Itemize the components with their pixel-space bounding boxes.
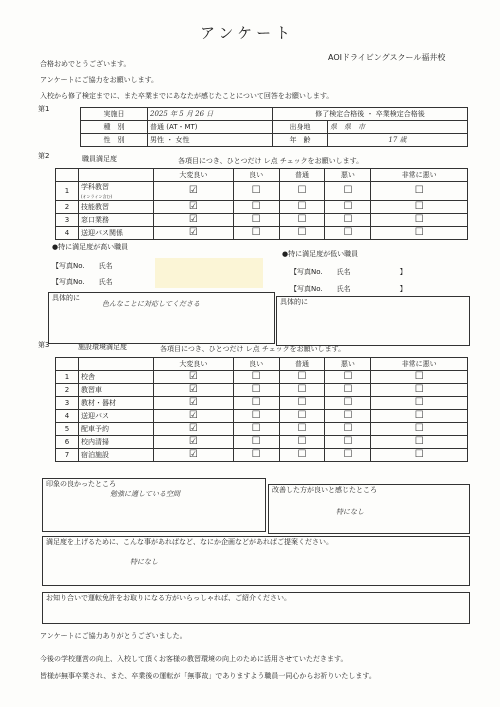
facility-row-checkbox[interactable]: ☐ bbox=[325, 449, 371, 462]
facility-row-checkbox[interactable]: ☐ bbox=[325, 436, 371, 449]
staff-col-4: 悪い bbox=[325, 169, 371, 182]
section-1-label: 第1 bbox=[38, 105, 50, 113]
improvement-label: 改善した方が良いと感じたところ bbox=[272, 486, 377, 494]
bad-staff-row-2[interactable]: 【写真No. 氏名 】 bbox=[290, 285, 407, 293]
staff-row-number: 3 bbox=[56, 214, 79, 227]
staff-col-3: 普通 bbox=[279, 169, 325, 182]
facility-row-checkbox[interactable]: ☐ bbox=[325, 384, 371, 397]
facility-row-number: 1 bbox=[56, 371, 79, 384]
facility-row-item: 教材・器材 bbox=[79, 397, 154, 410]
staff-row-checkbox[interactable]: ☐ bbox=[279, 182, 325, 201]
facility-row-item: 教習車 bbox=[79, 384, 154, 397]
suggestion-label: 満足度を上げるために、こんな事があればなど、なにか企画などがあればご提案ください。 bbox=[46, 538, 333, 546]
facility-row-checkbox[interactable]: ☐ bbox=[371, 384, 468, 397]
facility-row-checkbox[interactable]: ☐ bbox=[233, 449, 279, 462]
bad-staff-row-1[interactable]: 【写真No. 氏名 】 bbox=[290, 268, 407, 276]
facility-row-checkbox[interactable]: ☐ bbox=[371, 371, 468, 384]
staff-row-checkbox[interactable]: ☐ bbox=[371, 214, 468, 227]
facility-satisfaction-heading: 施設環境満足度 bbox=[78, 343, 127, 351]
facility-row-checkbox[interactable]: ☐ bbox=[371, 397, 468, 410]
bad-staff-detail-label: 具体的に bbox=[280, 298, 308, 306]
facility-row-checkbox[interactable]: ☐ bbox=[279, 423, 325, 436]
facility-col-3: 普通 bbox=[279, 358, 325, 371]
redacted-name-area bbox=[155, 258, 263, 288]
facility-row-number: 5 bbox=[56, 423, 79, 436]
staff-col-1: 大変良い bbox=[154, 169, 234, 182]
good-staff-row-2[interactable]: 【写真No. 氏名 bbox=[52, 278, 113, 286]
facility-row-checkbox[interactable]: ☐ bbox=[279, 449, 325, 462]
facility-row-checkbox[interactable]: ☑ bbox=[154, 384, 234, 397]
staff-col-5: 非常に悪い bbox=[371, 169, 468, 182]
staff-row-checkbox[interactable]: ☐ bbox=[233, 214, 279, 227]
date-value: 2025 年 5 月 26 日 bbox=[148, 108, 273, 121]
impression-answer: 勉強に適している空間 bbox=[110, 490, 180, 498]
date-label: 実施日 bbox=[81, 108, 148, 121]
staff-row-checkbox[interactable]: ☐ bbox=[371, 227, 468, 240]
staff-row-item: 窓口業務 bbox=[79, 214, 154, 227]
section-3-label: 第3 bbox=[38, 341, 50, 349]
facility-row-number: 6 bbox=[56, 436, 79, 449]
facility-row-checkbox[interactable]: ☐ bbox=[371, 423, 468, 436]
facility-row-checkbox[interactable]: ☐ bbox=[371, 410, 468, 423]
staff-row-number: 1 bbox=[56, 182, 79, 201]
age-label: 年 齢 bbox=[273, 134, 328, 147]
facility-row-number: 3 bbox=[56, 397, 79, 410]
staff-row-checkbox[interactable]: ☐ bbox=[279, 227, 325, 240]
improvement-answer: 特になし bbox=[336, 508, 364, 516]
staff-row-checkbox[interactable]: ☑ bbox=[154, 227, 234, 240]
hometown-label: 出身地 bbox=[273, 121, 328, 134]
facility-row-checkbox[interactable]: ☐ bbox=[233, 384, 279, 397]
facility-row-checkbox[interactable]: ☐ bbox=[279, 384, 325, 397]
staff-rating-table bbox=[55, 168, 468, 240]
facility-row-item: 送迎バス bbox=[79, 410, 154, 423]
good-staff-detail-answer: 色んなことに対応してくださる bbox=[102, 300, 200, 308]
staff-row-checkbox[interactable]: ☐ bbox=[233, 182, 279, 201]
staff-row-checkbox[interactable]: ☐ bbox=[325, 182, 371, 201]
staff-row-checkbox[interactable]: ☐ bbox=[325, 201, 371, 214]
timing-options: 修了検定合格後 ・ 卒業検定合格後 bbox=[273, 108, 468, 121]
facility-row-checkbox[interactable]: ☐ bbox=[325, 423, 371, 436]
facility-row-checkbox[interactable]: ☑ bbox=[154, 397, 234, 410]
staff-row-checkbox[interactable]: ☑ bbox=[154, 214, 234, 227]
staff-row-checkbox[interactable]: ☐ bbox=[279, 214, 325, 227]
section-2-label: 第2 bbox=[38, 152, 50, 160]
facility-row-checkbox[interactable]: ☐ bbox=[233, 423, 279, 436]
good-staff-row-1[interactable]: 【写真No. 氏名 bbox=[52, 262, 113, 270]
gender-label: 性 別 bbox=[81, 134, 148, 147]
staff-row-checkbox[interactable]: ☐ bbox=[279, 201, 325, 214]
impression-label: 印象の良かったところ bbox=[46, 480, 116, 488]
facility-row-checkbox[interactable]: ☐ bbox=[233, 371, 279, 384]
facility-row-item: 宿泊施設 bbox=[79, 449, 154, 462]
footer-line-1: アンケートにご協力ありがとうございました。 bbox=[40, 632, 187, 640]
type-label: 種 別 bbox=[81, 121, 148, 134]
facility-row-checkbox[interactable]: ☐ bbox=[279, 410, 325, 423]
facility-row-checkbox[interactable]: ☐ bbox=[233, 397, 279, 410]
staff-row-checkbox[interactable]: ☐ bbox=[233, 227, 279, 240]
facility-row-item: 配車予約 bbox=[79, 423, 154, 436]
good-staff-detail-label: 具体的に bbox=[52, 294, 80, 302]
facility-row-checkbox[interactable]: ☐ bbox=[371, 449, 468, 462]
facility-rating-table bbox=[55, 357, 468, 462]
staff-row-item: 学科教習 (オンライン含む) bbox=[79, 182, 154, 201]
staff-row-checkbox[interactable]: ☐ bbox=[325, 214, 371, 227]
facility-row-checkbox[interactable]: ☐ bbox=[371, 436, 468, 449]
staff-row-item: 技能教習 bbox=[79, 201, 154, 214]
age-value: 17 歳 bbox=[328, 134, 468, 147]
facility-row-number: 4 bbox=[56, 410, 79, 423]
staff-row-checkbox[interactable]: ☐ bbox=[371, 201, 468, 214]
footer-line-3: 皆様が無事卒業され、また、卒業後の運転が「無事故」でありますよう職員一同心からお祈りいたします。 bbox=[40, 672, 376, 680]
facility-row-checkbox[interactable]: ☐ bbox=[279, 397, 325, 410]
facility-row-checkbox[interactable]: ☐ bbox=[233, 410, 279, 423]
footer-line-2: 今後の学校運営の向上、入校して頂くお客様の教習環境の向上のために活用させていただきます。 bbox=[40, 655, 348, 663]
facility-col-5: 非常に悪い bbox=[371, 358, 468, 371]
facility-row-checkbox[interactable]: ☐ bbox=[233, 436, 279, 449]
facility-row-item: 校舎 bbox=[79, 371, 154, 384]
good-staff-heading: ●特に満足度が高い職員 bbox=[52, 243, 129, 251]
staff-row-number: 2 bbox=[56, 201, 79, 214]
facility-row-number: 7 bbox=[56, 449, 79, 462]
facility-row-checkbox[interactable]: ☐ bbox=[279, 436, 325, 449]
type-value: 普通 (AT・MT) bbox=[148, 121, 273, 134]
staff-row-checkbox[interactable]: ☑ bbox=[154, 182, 234, 201]
bad-staff-heading: ●特に満足度が低い職員 bbox=[282, 250, 359, 258]
staff-row-checkbox[interactable]: ☑ bbox=[154, 201, 234, 214]
facility-row-item: 校内清掃 bbox=[79, 436, 154, 449]
staff-row-checkbox[interactable]: ☐ bbox=[371, 182, 468, 201]
intro-line-1: 合格おめでとうございます。 bbox=[40, 60, 131, 68]
facility-row-checkbox[interactable]: ☑ bbox=[154, 449, 234, 462]
hometown-value: 県 県 市 bbox=[328, 121, 468, 134]
survey-title: アンケート bbox=[200, 24, 295, 42]
facility-row-number: 2 bbox=[56, 384, 79, 397]
intro-line-3: 入校から修了検定までに、また卒業までにあなたが感じたことについて回答をお願いします。 bbox=[40, 92, 334, 100]
intro-line-2: アンケートにご協力をお願いします。 bbox=[40, 76, 159, 84]
staff-row-checkbox[interactable]: ☐ bbox=[233, 201, 279, 214]
facility-row-checkbox[interactable]: ☑ bbox=[154, 423, 234, 436]
facility-col-4: 悪い bbox=[325, 358, 371, 371]
gender-value: 男性 ・ 女性 bbox=[148, 134, 273, 147]
referral-label: お知り合いで運転免許をお取りになる方がいらっしゃれば、ご紹介ください。 bbox=[46, 594, 291, 602]
staff-row-item: 送迎バス関係 bbox=[79, 227, 154, 240]
school-name: AOIドライビングスクール福井校 bbox=[328, 53, 446, 62]
staff-col-2: 良い bbox=[233, 169, 279, 182]
staff-row-checkbox[interactable]: ☐ bbox=[325, 227, 371, 240]
facility-instructions: 各項目につき、ひとつだけ レ点 チェックをお願いします。 bbox=[160, 345, 346, 353]
facility-row-checkbox[interactable]: ☐ bbox=[325, 410, 371, 423]
staff-satisfaction-heading: 職員満足度 bbox=[82, 155, 117, 163]
facility-col-2: 良い bbox=[233, 358, 279, 371]
facility-row-checkbox[interactable]: ☐ bbox=[325, 371, 371, 384]
facility-row-checkbox[interactable]: ☐ bbox=[279, 371, 325, 384]
facility-row-checkbox[interactable]: ☐ bbox=[325, 397, 371, 410]
suggestion-answer: 特になし bbox=[130, 558, 158, 566]
basic-info-table bbox=[80, 107, 468, 147]
staff-instructions: 各項目につき、ひとつだけ レ点 チェックをお願いします。 bbox=[178, 157, 364, 165]
facility-col-1: 大変良い bbox=[154, 358, 234, 371]
facility-row-checkbox[interactable]: ☑ bbox=[154, 436, 234, 449]
facility-row-checkbox[interactable]: ☑ bbox=[154, 410, 234, 423]
staff-row-number: 4 bbox=[56, 227, 79, 240]
facility-row-checkbox[interactable]: ☑ bbox=[154, 371, 234, 384]
